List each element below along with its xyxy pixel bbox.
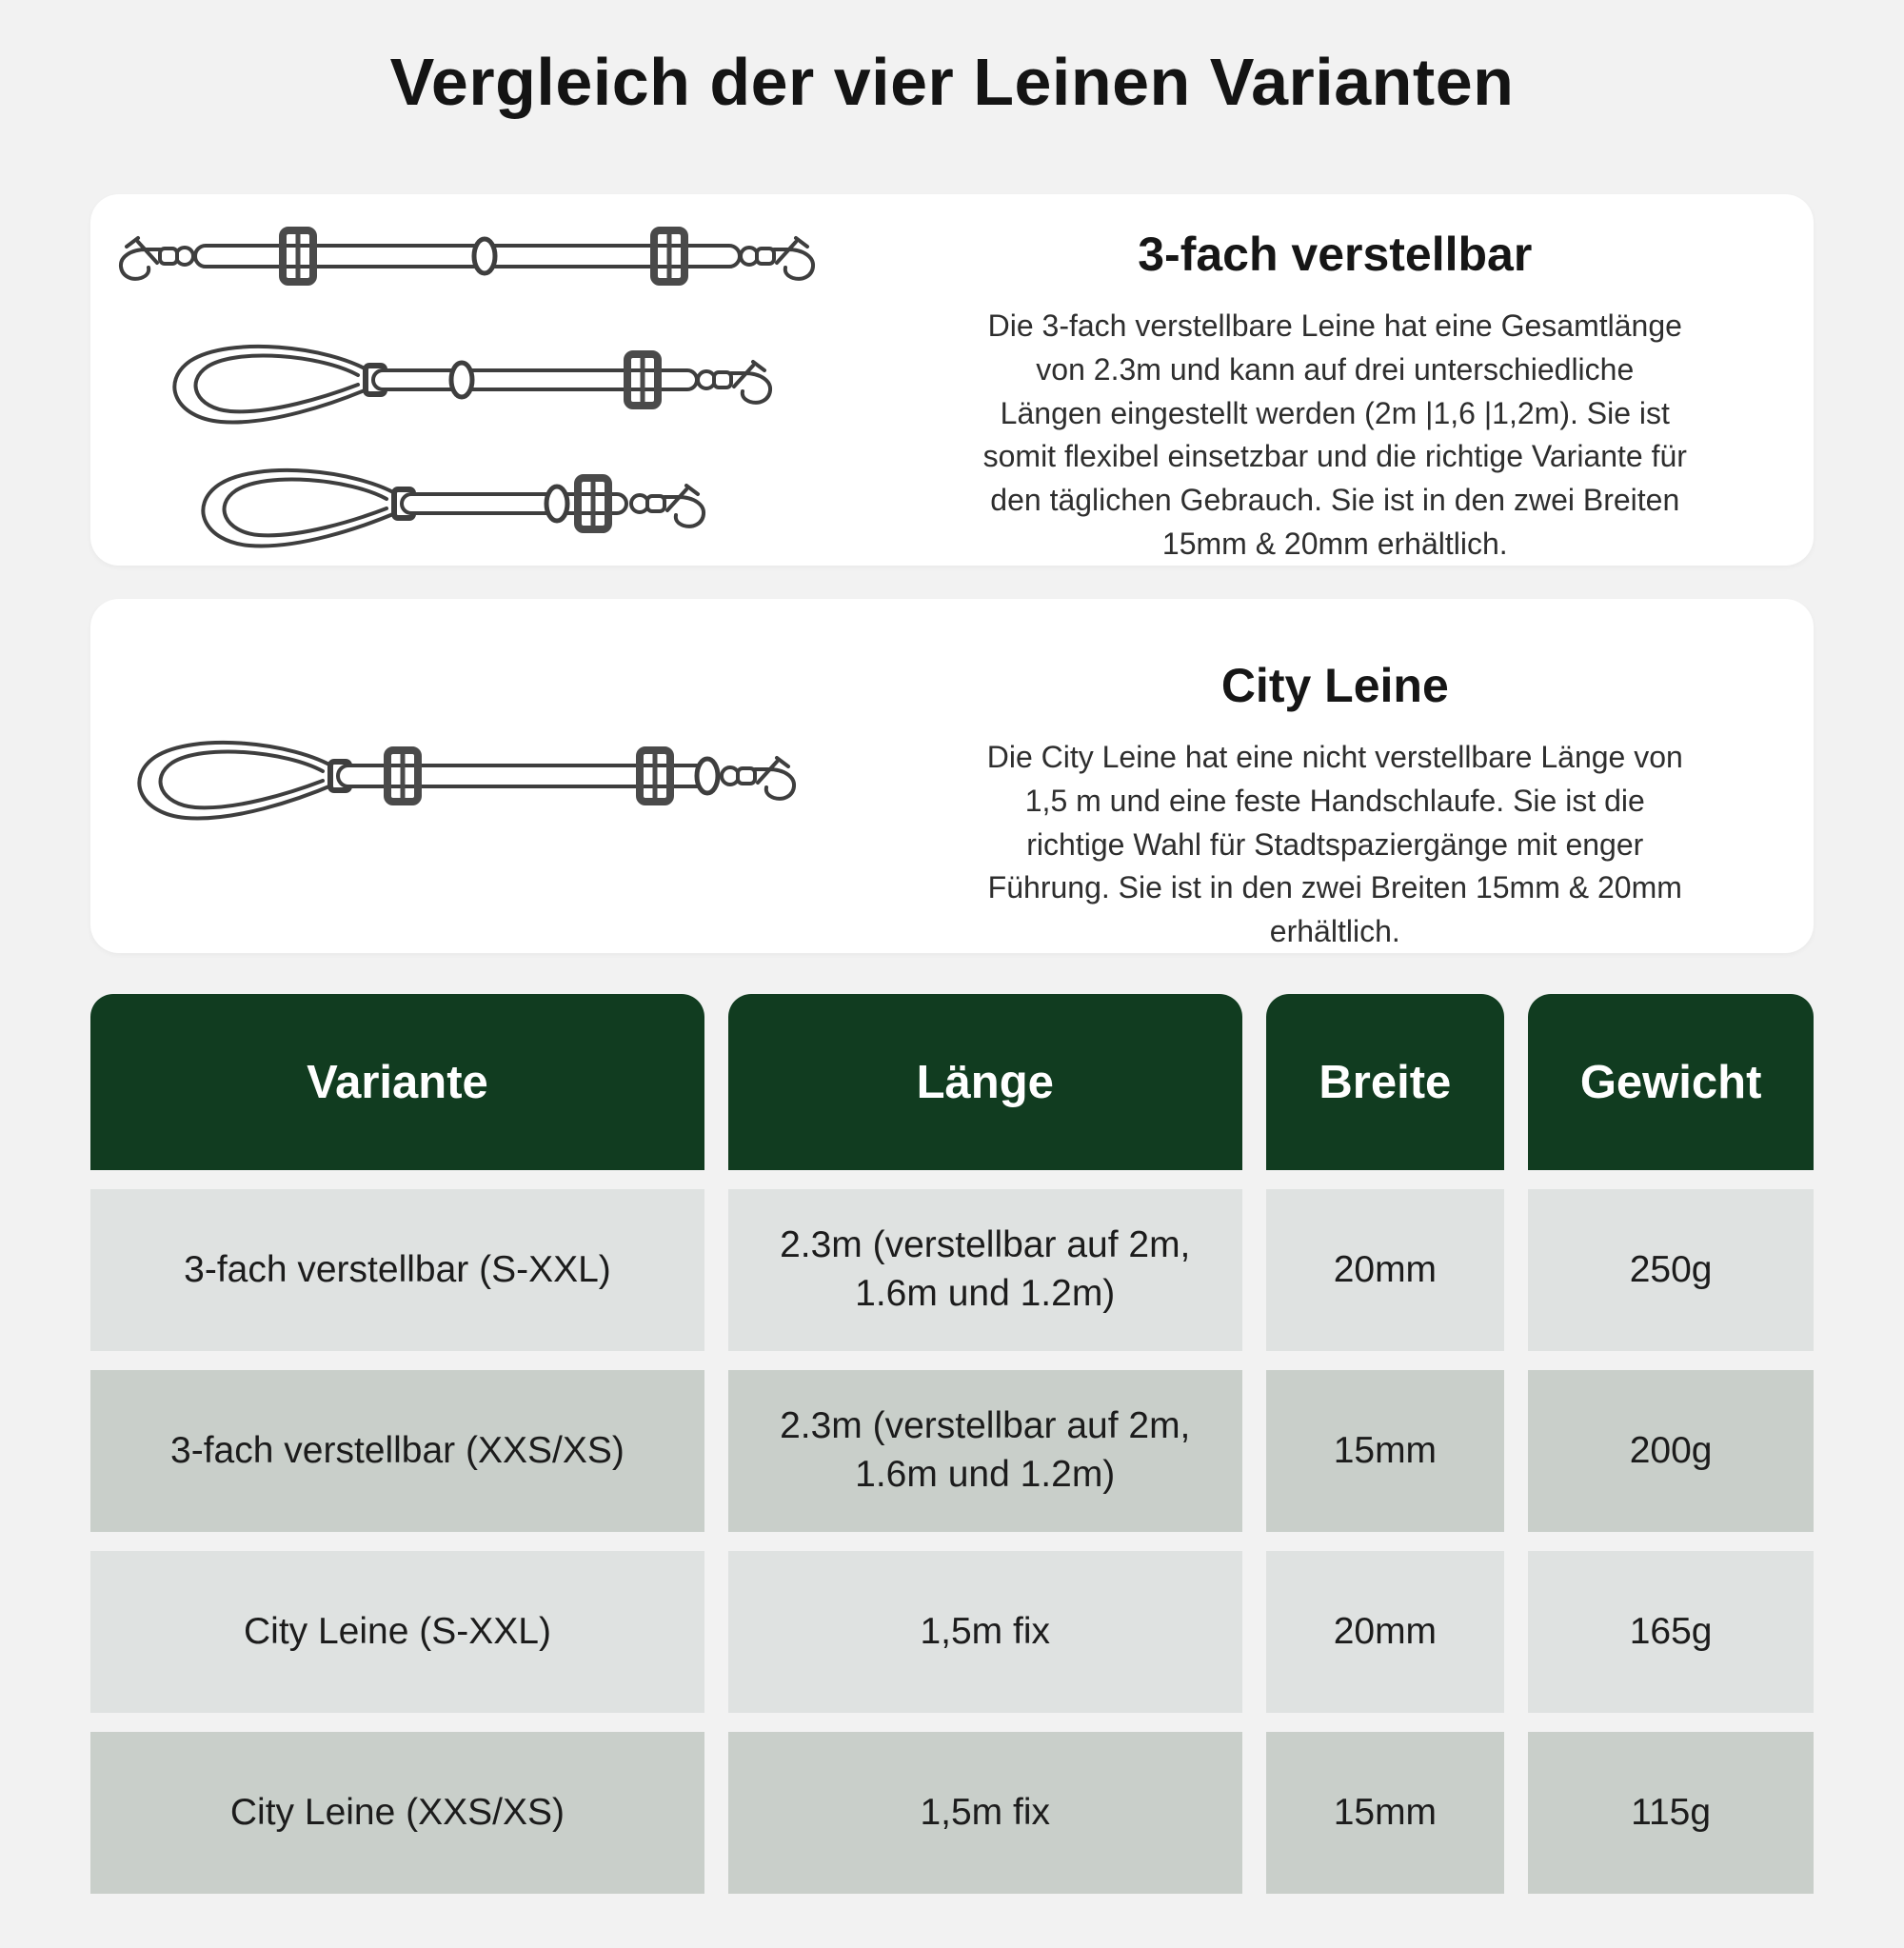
cell-weight: 165g <box>1528 1551 1814 1713</box>
cell-length: 1,5m fix <box>728 1551 1242 1713</box>
column-header-gewicht: Gewicht <box>1528 994 1814 1170</box>
card-heading-3fach: 3-fach verstellbar <box>1138 228 1533 281</box>
cell-length: 2.3m (verstellbar auf 2m, 1.6m und 1.2m) <box>728 1189 1242 1351</box>
cell-length: 1,5m fix <box>728 1732 1242 1894</box>
cell-width: 20mm <box>1266 1189 1505 1351</box>
cell-width: 20mm <box>1266 1551 1505 1713</box>
leash-comparison-infographic <box>0 44 1904 1894</box>
cell-variant: City Leine (S-XXL) <box>90 1551 704 1713</box>
card-body-city: Die City Leine hat eine nicht verstellbare Länge von 1,5 m und eine feste Handschlaufe. Sie ist die richtige Wahl für Stadtspaziergänge mit enger Führung. Sie ist in den zwei Breiten 15mm & 20mm erhältlich. <box>986 740 1683 948</box>
cell-variant: City Leine (XXS/XS) <box>90 1732 704 1894</box>
comparison-table <box>90 994 1814 1894</box>
cell-variant: 3-fach verstellbar (S-XXL) <box>90 1189 704 1351</box>
adjustable-leash-long-icon <box>108 203 826 309</box>
column-header-variante: Variante <box>90 994 704 1170</box>
cell-weight: 115g <box>1528 1732 1814 1894</box>
card-text-city <box>883 599 1814 953</box>
card-city-leine <box>90 599 1814 953</box>
leash-illustration-city <box>90 599 883 953</box>
card-body-3fach: Die 3-fach verstellbare Leine hat eine Gesamtlänge von 2.3m und kann auf drei unterschiedliche Längen eingestellt werden (2m |1,6 |1,2m). Sie ist somit flexibel einsetzbar und die richtige Variante für den täglichen Gebrauch. Sie ist in den zwei Breiten 15mm & 20mm erhältlich. <box>982 308 1687 561</box>
leash-illustrations-3fach <box>90 194 883 566</box>
cell-width: 15mm <box>1266 1370 1505 1532</box>
column-header-laenge: Länge <box>728 994 1242 1170</box>
adjustable-leash-short-icon <box>176 450 724 557</box>
cell-width: 15mm <box>1266 1732 1505 1894</box>
cell-variant: 3-fach verstellbar (XXS/XS) <box>90 1370 704 1532</box>
cell-weight: 200g <box>1528 1370 1814 1532</box>
cell-weight: 250g <box>1528 1189 1814 1351</box>
card-text-3fach <box>883 194 1814 566</box>
card-heading-city: City Leine <box>1220 659 1449 712</box>
city-leash-icon <box>108 723 812 829</box>
card-3fach-verstellbar <box>90 194 1814 566</box>
page-title: Vergleich der vier Leinen Varianten <box>389 45 1515 119</box>
adjustable-leash-medium-icon <box>148 327 776 433</box>
cell-length: 2.3m (verstellbar auf 2m, 1.6m und 1.2m) <box>728 1370 1242 1532</box>
column-header-breite: Breite <box>1266 994 1505 1170</box>
